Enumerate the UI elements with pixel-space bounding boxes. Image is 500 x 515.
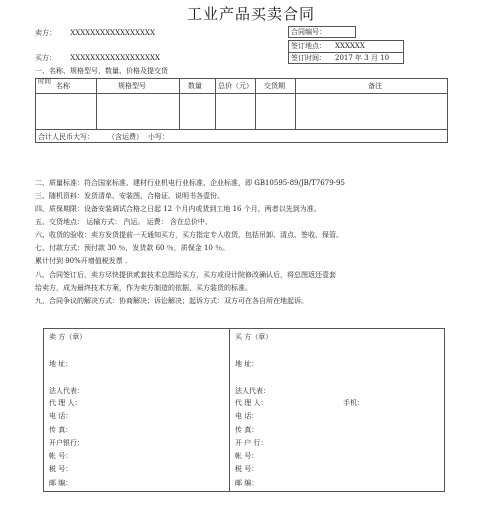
sign-place-label: 签订地点：: [291, 42, 326, 50]
buyer-legal-rep-label: 法人代表：: [235, 387, 270, 395]
seller-bank-label: 开户银行：: [49, 439, 84, 447]
table-header-model: 规格型号: [118, 82, 146, 90]
buyer-fax-label: 传 真：: [235, 426, 259, 434]
table-header-remarks: 备注: [368, 82, 382, 90]
seller-legal-rep-label: 法人代表：: [49, 387, 84, 395]
contract-no-box: [288, 26, 356, 38]
buyer-bank-label: 开 户 行：: [235, 439, 268, 447]
section-1-title: 一、名称、规格型号、数量、价格及提交货: [35, 67, 168, 75]
seller-agent-label: 代 理 人：: [49, 399, 82, 407]
total-label: 合计人民币大写：: [38, 133, 94, 141]
seller-seal-label: 卖 方（章）: [49, 333, 87, 341]
sign-time-label: 签订时间：: [291, 54, 326, 62]
signature-table: [43, 328, 445, 492]
clause-disputes: 九、合同争议的解决方式：协商解决；诉讼解决；起诉方式：双方可在各自所在地起诉。: [35, 297, 308, 305]
contract-no-label: 合同编号：: [291, 28, 326, 36]
seller-tax-label: 税 号：: [49, 465, 73, 473]
buyer-agent-label: 代 理 人：: [235, 399, 268, 407]
buyer-label: 买方：: [35, 54, 56, 62]
clause-drawings: 八、合同签订后，卖方尽快提供贰套技术总图给买方，买方或设计院修改确认后，将总图返还壹套: [35, 271, 336, 279]
table-header-name: 名称: [56, 82, 70, 90]
seller-phone-label: 电 话：: [49, 412, 73, 420]
buyer-address-label: 地 址：: [235, 360, 259, 368]
clause-delivery: 五、交货地点： 运输方式： 汽运。 运费： 含在总价中。: [35, 218, 212, 226]
sign-time-value: 2017 年 3 月 10: [335, 54, 390, 62]
sign-place-value: XXXXXX: [335, 42, 365, 50]
seller-label: 卖方：: [35, 29, 56, 37]
buyer-line: [35, 54, 160, 63]
lowercase-label: 小写：: [148, 133, 169, 141]
seller-postcode-label: 邮 编：: [49, 479, 73, 487]
buyer-postcode-label: 邮 编：: [235, 479, 259, 487]
seller-fax-label: 传 真：: [49, 426, 73, 434]
clause-acceptance: 六、收货的验收：卖方发货提前一天通知买方，买方指定专人收货，包括吊卸、清点、签收、保管。: [35, 231, 343, 239]
table-header-delivery: 交货期: [264, 82, 285, 90]
table-corner-label: 时间: [38, 77, 51, 85]
seller-account-label: 帐 号：: [49, 452, 73, 460]
page-title: 工业产品买卖合同: [187, 5, 316, 23]
buyer-phone-label: 电 话：: [235, 412, 259, 420]
clause-drawings-cont: 给卖方，成为最终技术方案，作为卖方制造的依据，买方装货的标准。: [35, 284, 252, 292]
table-header-total-price: 总价（元）: [218, 82, 253, 90]
table-header-quantity: 数量: [188, 82, 202, 90]
buyer-account-label: 帐 号：: [235, 452, 259, 460]
buyer-mobile-label: 手机：: [343, 399, 364, 407]
buyer-tax-label: 税 号：: [235, 465, 259, 473]
product-table: [35, 78, 448, 143]
total-note: （含运费）: [108, 133, 143, 141]
buyer-value: XXXXXXXXXXXXXXXXXX: [70, 54, 160, 62]
sign-info-box: [288, 40, 404, 64]
seller-line: [35, 29, 155, 38]
seller-address-label: 地 址：: [49, 360, 73, 368]
seller-value: XXXXXXXXXXXXXXXXX: [70, 29, 155, 37]
clause-quality: 二、质量标准：符合国家标准、建材行业机电行业标准、企业标准，即 GB10595-89/JB/T7679-95: [35, 179, 345, 187]
buyer-seal-label: 买 方（章）: [235, 333, 273, 341]
clause-payment: 七、付款方式：预付款 30 ％，发货款 60 ％，质保金 10 ％。: [35, 244, 230, 252]
clause-invoice: 累计付到 90%开增值税发票 .: [35, 257, 128, 265]
clause-warranty: 四、质保期限：设备安装调试合格之日起 12 个月内或货到工地 16 个月，两者以先到为准。: [35, 205, 321, 213]
clause-documents: 三、随机资料：发货清单、安装图、合格证、说明书各壹份。: [35, 192, 224, 200]
